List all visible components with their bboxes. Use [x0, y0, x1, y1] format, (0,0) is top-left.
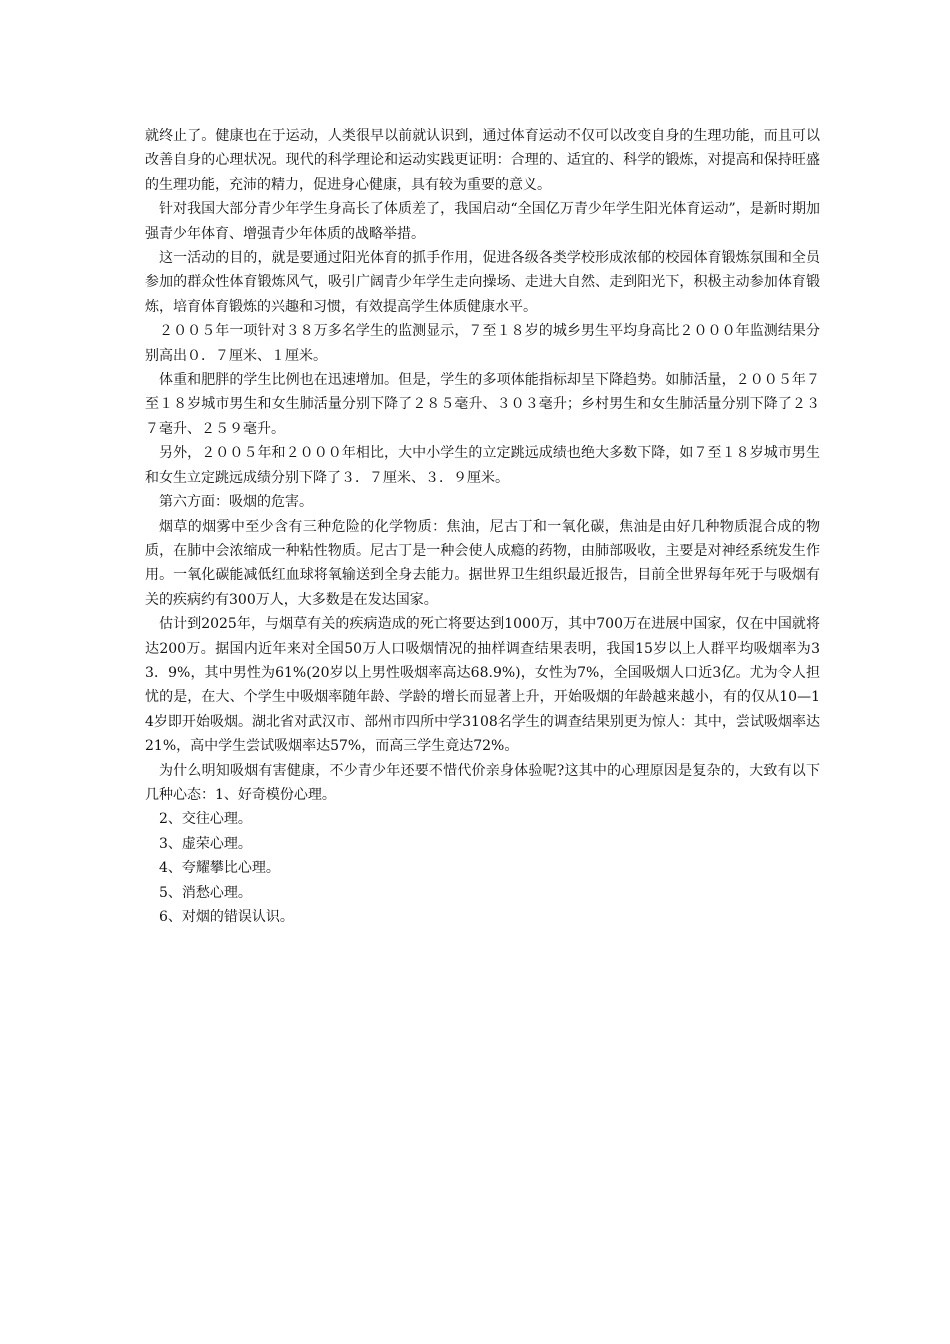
paragraph-height-monitoring: ２００５年一项针对３８万多名学生的监测显示，７至１８岁的城乡男生平均身高比２０００年监测结果分别高出０．７厘米、１厘米。 — [145, 323, 820, 364]
section-heading-smoking: 第六方面：吸烟的危害。 — [159, 494, 313, 511]
list-item-relieve-sorrow: 5、消愁心理。 — [159, 884, 252, 901]
paragraph-lung-capacity: 体重和肥胖的学生比例也在迅速增加。但是，学生的多项体能指标却呈下降趋势。如肺活量，２００５年７至１８岁城市男生和女生肺活量分别下降了２８５毫升、３０３毫升；乡村男生和女生肺活量分别下降了２３７毫升、２５９毫升。 — [145, 372, 820, 437]
list-item-social: 2、交往心理。 — [159, 811, 252, 828]
paragraph-health-exercise: 就终止了。健康也在于运动，人类很早以前就认识到，通过体育运动不仅可以改变自身的生理功能，而且可以改善自身的心理状况。现代的科学理论和运动实践更证明：合理的、适宜的、科学的锻炼，对提高和保持旺盛的生理功能，充沛的精力，促进身心健康，具有较为重要的意义。 — [145, 128, 820, 193]
paragraph-long-jump: 另外，２００５年和２０００年相比，大中小学生的立定跳远成绩也绝大多数下降，如７至１８岁城市男生和女生立定跳远成绩分别下降了３．７厘米、３．９厘米。 — [145, 445, 820, 486]
document-body — [145, 124, 820, 929]
paragraph-smoking-statistics: 估计到2025年，与烟草有关的疾病造成的死亡将要达到1000万，其中700万在进展中国家，仅在中国就将达200万。据国内近年来对全国50万人口吸烟情况的抽样调查结果表明，我国15岁以上人群平均吸烟率为33．9%，其中男性为61%(20岁以上男性吸烟率高达68.9%)，女性为7%，全国吸烟人口近3亿。尤为令人担忧的是，在大、个学生中吸烟率随年龄、学龄的增长而显著上升，开始吸烟的年龄越来越小，有的仅从10—14岁即开始吸烟。湖北省对武汉市、部州市四所中学3108名学生的调查结果别更为惊人：其中，尝试吸烟率达21%，高中学生尝试吸烟率达57%，而高三学生竟达72%。 — [145, 616, 820, 755]
paragraph-tobacco-chemicals: 烟草的烟雾中至少含有三种危险的化学物质：焦油，尼古丁和一氧化碳，焦油是由好几种物质混合成的物质，在肺中会浓缩成一种粘性物质。尼古丁是一种会使人成瘾的药物，由肺部吸收，主要是对神经系统发生作用。一氧化碳能减低红血球将氧输送到全身去能力。据世界卫生组织最近报告，目前全世界每年死于与吸烟有关的疾病约有300万人，大多数是在发达国家。 — [145, 518, 820, 608]
paragraph-psychology-reasons: 为什么明知吸烟有害健康，不少青少年还要不惜代价亲身体验呢?这其中的心理原因是复杂的，大致有以下几种心态：1、好奇模份心理。 — [145, 762, 820, 803]
list-item-misconception: 6、对烟的错误认识。 — [159, 909, 294, 925]
list-item-showing-off: 4、夸耀攀比心理。 — [159, 860, 280, 877]
paragraph-activity-purpose: 这一活动的目的，就是要通过阳光体育的抓手作用，促进各级各类学校形成浓郁的校园体育锻炼氛围和全员参加的群众性体育锻炼风气，吸引广阔青少年学生走向操场、走进大自然、走到阳光下，积极主动参加体育锻炼，培育体育锻炼的兴趣和习惯，有效提高学生体质健康水平。 — [145, 250, 820, 315]
paragraph-sunshine-sports: 针对我国大部分青少年学生身高长了体质差了，我国启动“全国亿万青少年学生阳光体育运动”，是新时期加强青少年体育、增强青少年体质的战略举措。 — [145, 201, 820, 242]
list-item-vanity: 3、虚荣心理。 — [159, 835, 252, 852]
